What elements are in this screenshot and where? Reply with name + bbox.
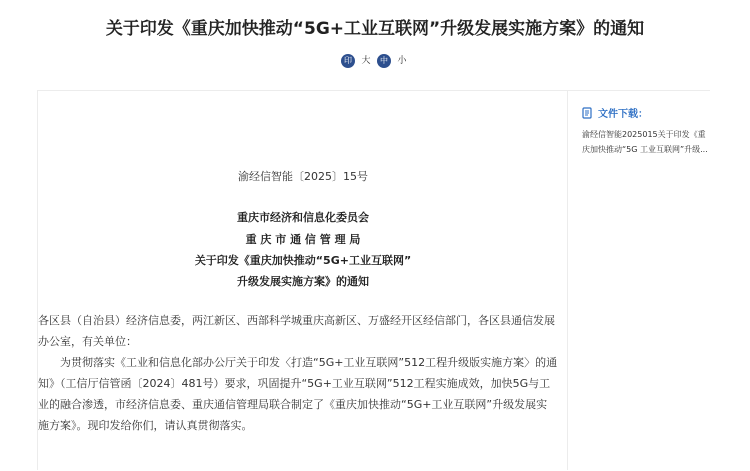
font-size-toolbar — [0, 54, 750, 68]
document-download-icon — [582, 107, 593, 119]
print-icon[interactable]: 印 — [341, 54, 355, 68]
file-download-heading — [582, 105, 648, 120]
file-download-link[interactable]: 渝经信智能2025015关于印发《重庆加快推动“5G 工业互联网”升级... — [582, 130, 708, 154]
font-large-button[interactable]: 大 — [361, 55, 371, 66]
page-title: 关于印发《重庆加快推动“5G+工业互联网”升级发展实施方案》的通知 — [105, 19, 645, 39]
notice-title-line-1: 关于印发《重庆加快推动“5G+工业互联网” — [194, 254, 412, 267]
issuer-line-1: 重庆市经济和信息化委员会 — [237, 211, 369, 224]
download-sidebar — [568, 90, 710, 471]
addressee-paragraph: 各区县（自治县）经济信息委，两江新区、西部科学城重庆高新区、万盛经开区经信部门，各区县通信发展办公室，有关单位： — [38, 314, 555, 348]
font-medium-button[interactable]: 中 — [377, 54, 391, 68]
notice-title-line-2: 升级发展实施方案》的通知 — [237, 275, 369, 288]
font-small-button[interactable]: 小 — [397, 55, 407, 66]
file-download-label: 文件下载： — [598, 109, 648, 120]
document-number: 渝经信智能〔2025〕15号 — [238, 170, 368, 183]
body-paragraph: 为贯彻落实《工业和信息化部办公厅关于印发〈打造“5G+工业互联网”512工程升级版实施方案〉的通知》（工信厅信管函〔2024〕481号）要求，巩固提升“5G+工业互联网”512工程实施成效，加快5G与工业的融合渗透，市经济信息委、重庆通信管理局联合制定了《重庆加快推动“5G+工业互联网”升级发展实施方案》。现印发给你们，请认真贯彻落实。 — [38, 356, 558, 432]
issuer-line-2: 重 庆 市 通 信 管 理 局 — [245, 233, 361, 246]
